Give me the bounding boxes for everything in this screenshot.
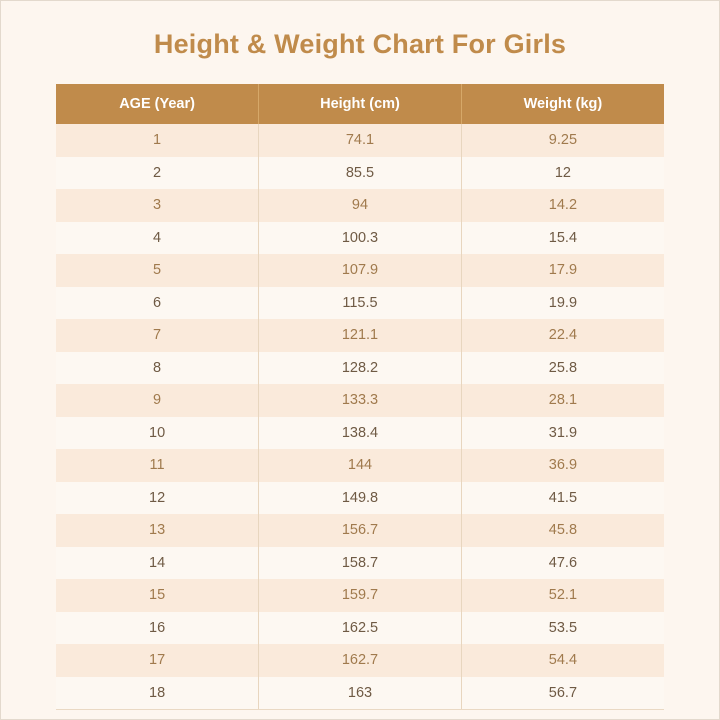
cell-age: 5	[56, 254, 259, 287]
table-row	[56, 222, 664, 255]
cell-age: 18	[56, 677, 259, 710]
cell-age: 11	[56, 449, 259, 482]
cell-weight: 31.9	[461, 417, 664, 450]
cell-age: 13	[56, 514, 259, 547]
table-row	[56, 254, 664, 287]
height-weight-table-container	[56, 84, 664, 710]
table-row	[56, 417, 664, 450]
cell-height: 159.7	[259, 579, 462, 612]
table-row	[56, 482, 664, 515]
table-row	[56, 547, 664, 580]
height-weight-table	[56, 84, 664, 710]
table-header	[56, 84, 664, 124]
cell-height: 133.3	[259, 384, 462, 417]
cell-age: 8	[56, 352, 259, 385]
cell-height: 149.8	[259, 482, 462, 515]
column-header-age: AGE (Year)	[56, 84, 259, 124]
table-row	[56, 644, 664, 677]
table-row	[56, 287, 664, 320]
cell-height: 100.3	[259, 222, 462, 255]
cell-height: 158.7	[259, 547, 462, 580]
table-row	[56, 124, 664, 157]
cell-weight: 47.6	[461, 547, 664, 580]
cell-weight: 52.1	[461, 579, 664, 612]
cell-height: 138.4	[259, 417, 462, 450]
cell-weight: 9.25	[461, 124, 664, 157]
cell-height: 94	[259, 189, 462, 222]
table-row	[56, 352, 664, 385]
cell-weight: 14.2	[461, 189, 664, 222]
cell-weight: 56.7	[461, 677, 664, 710]
table-row	[56, 384, 664, 417]
cell-age: 2	[56, 157, 259, 190]
table-row	[56, 514, 664, 547]
cell-height: 121.1	[259, 319, 462, 352]
cell-age: 4	[56, 222, 259, 255]
table-row	[56, 449, 664, 482]
cell-weight: 17.9	[461, 254, 664, 287]
cell-weight: 12	[461, 157, 664, 190]
cell-age: 16	[56, 612, 259, 645]
cell-age: 12	[56, 482, 259, 515]
cell-age: 15	[56, 579, 259, 612]
cell-height: 85.5	[259, 157, 462, 190]
cell-weight: 25.8	[461, 352, 664, 385]
table-body	[56, 124, 664, 710]
cell-height: 128.2	[259, 352, 462, 385]
cell-height: 74.1	[259, 124, 462, 157]
table-header-row	[56, 84, 664, 124]
cell-weight: 28.1	[461, 384, 664, 417]
cell-age: 1	[56, 124, 259, 157]
cell-height: 163	[259, 677, 462, 710]
cell-height: 156.7	[259, 514, 462, 547]
table-row	[56, 157, 664, 190]
cell-age: 6	[56, 287, 259, 320]
column-header-weight: Weight (kg)	[461, 84, 664, 124]
cell-weight: 54.4	[461, 644, 664, 677]
cell-weight: 41.5	[461, 482, 664, 515]
table-row	[56, 612, 664, 645]
cell-age: 3	[56, 189, 259, 222]
cell-age: 7	[56, 319, 259, 352]
cell-age: 9	[56, 384, 259, 417]
table-row	[56, 319, 664, 352]
cell-weight: 15.4	[461, 222, 664, 255]
cell-weight: 45.8	[461, 514, 664, 547]
column-header-height: Height (cm)	[259, 84, 462, 124]
cell-age: 10	[56, 417, 259, 450]
table-row	[56, 579, 664, 612]
cell-height: 144	[259, 449, 462, 482]
table-row	[56, 677, 664, 710]
cell-age: 17	[56, 644, 259, 677]
cell-weight: 19.9	[461, 287, 664, 320]
cell-age: 14	[56, 547, 259, 580]
page-title: Height & Weight Chart For Girls	[153, 29, 567, 59]
cell-weight: 22.4	[461, 319, 664, 352]
table-row	[56, 189, 664, 222]
cell-weight: 53.5	[461, 612, 664, 645]
cell-height: 107.9	[259, 254, 462, 287]
cell-weight: 36.9	[461, 449, 664, 482]
cell-height: 115.5	[259, 287, 462, 320]
cell-height: 162.5	[259, 612, 462, 645]
cell-height: 162.7	[259, 644, 462, 677]
